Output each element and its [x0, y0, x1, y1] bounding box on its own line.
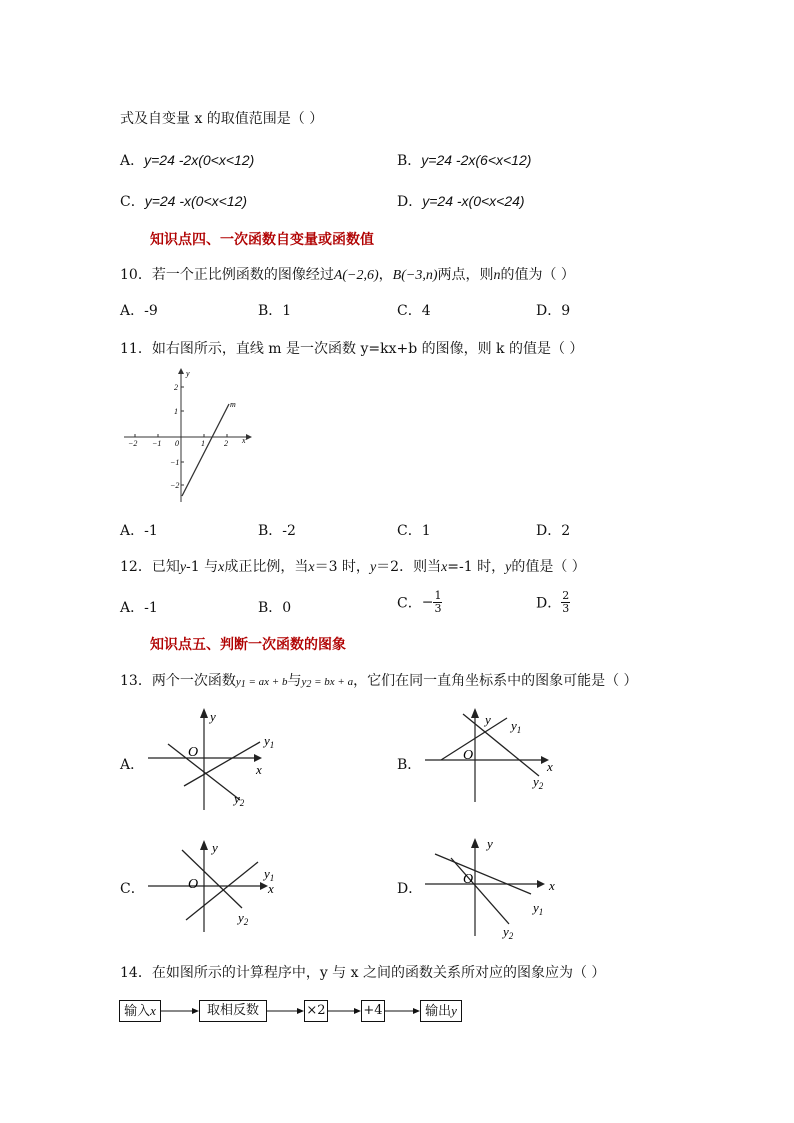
q10-point-b: B(−3,n)	[392, 268, 438, 283]
svg-text:O: O	[463, 872, 474, 887]
svg-text:x: x	[547, 759, 553, 774]
svg-text:y2: $y_2$	[234, 791, 245, 808]
flow-arrow-4	[384, 1005, 422, 1017]
svg-text:O: O	[188, 877, 199, 892]
svg-text:y: y	[212, 840, 218, 855]
q11-option-d[interactable]: D．2	[536, 523, 571, 539]
svg-text:O: O	[463, 748, 474, 763]
q12-fraction-c: $\frac{1}{3}$	[434, 589, 442, 615]
q9-option-d[interactable]: D．y=24 -x(0<x<24)	[397, 193, 525, 210]
q13-b-line-y1	[441, 718, 507, 760]
q11-x-tick-label: 2	[224, 439, 228, 448]
q10-stem: 10．若一个正比例函数的图像经过A(−2,6)，B(−3,n)两点，则n的值为（ ）	[120, 267, 575, 283]
q13-d-line-y2	[451, 858, 509, 924]
q11-option-b[interactable]: B．-2	[258, 523, 296, 539]
q12-option-b[interactable]: B．0	[258, 600, 292, 616]
flow-add-box: +4	[361, 1000, 385, 1022]
q11-y-tick-label: −2	[170, 481, 180, 490]
q14-stem: 14．在如图所示的计算程序中，y 与 x 之间的函数关系所对应的图象应为（ ）	[120, 965, 606, 981]
svg-text:x: x	[549, 878, 555, 893]
q11-line-m	[182, 404, 229, 496]
q10-option-c[interactable]: C．4	[397, 303, 431, 319]
q13-stem: 13．两个一次函数y1 = ax + b与y2 = bx + a，它们在同一直角坐标系中的图象可能是（ ）	[120, 673, 638, 690]
q13-option-a-label[interactable]: A．	[120, 757, 145, 773]
q11-line-label: m	[230, 400, 236, 409]
q12-option-c[interactable]: C．− $\frac{1}{3}$	[397, 589, 442, 615]
q11-x-tick-label: 1	[201, 439, 205, 448]
flow-arrow-1	[160, 1005, 200, 1017]
svg-text:y1: $y_1$	[264, 733, 275, 750]
svg-text:y2: $y_2$	[533, 774, 544, 791]
q11-x-tick-label: 0	[175, 439, 179, 448]
q11-option-c[interactable]: C．1	[397, 523, 431, 539]
flow-arrow-3	[327, 1005, 363, 1017]
q9-option-a[interactable]: A．y=24 -2x(0<x<12)	[120, 152, 255, 169]
svg-text:y2: $y_2$	[503, 924, 514, 941]
q12-option-a[interactable]: A．-1	[120, 600, 158, 616]
svg-text:y: y	[487, 836, 493, 851]
q11-y-tick-label: 2	[174, 383, 178, 392]
q9-option-b[interactable]: B．y=24 -2x(6<x<12)	[397, 152, 532, 169]
q11-graph	[118, 366, 258, 506]
q10-point-a: A(−2,6)	[333, 268, 379, 283]
q10-option-a[interactable]: A．-9	[120, 303, 158, 319]
q11-y-label: y	[186, 369, 190, 378]
q11-x-arrow	[246, 434, 252, 440]
flow-output-box: 输出y	[420, 1000, 462, 1022]
q12-option-d[interactable]: D． $\frac{2}{3}$	[536, 589, 570, 615]
q13-graph-c[interactable]	[146, 836, 286, 936]
q11-y-arrow	[178, 368, 184, 374]
q12-stem: 12．已知y-1 与x成正比例，当x＝3 时，y＝2．则当x=-1 时，y的值是（ ）	[120, 559, 586, 575]
q13-b-line-y2	[463, 714, 539, 776]
q11-stem: 11．如右图所示，直线 m 是一次函数 y=kx+b 的图像，则 k 的值是（ ）	[120, 341, 584, 357]
svg-text:x: x	[268, 881, 274, 896]
svg-text:x: x	[256, 762, 262, 777]
q13-option-c-label[interactable]: C．	[120, 881, 145, 897]
q13-d-line-y1	[435, 854, 531, 894]
svg-text:y: y	[210, 709, 216, 724]
q11-x-tick-label: −2	[128, 439, 138, 448]
flow-input-box: 输入x	[119, 1000, 161, 1022]
q13-function-2: y2 = bx + a	[301, 676, 354, 690]
svg-text:y1: $y_1$	[511, 718, 522, 735]
section-heading-4: 知识点四、一次函数自变量或函数值	[150, 232, 374, 248]
q10-option-d[interactable]: D．9	[536, 303, 571, 319]
q9-option-c[interactable]: C．y=24 -x(0<x<12)	[120, 193, 248, 210]
section-heading-5: 知识点五、判断一次函数的图象	[150, 637, 346, 653]
q13-option-b-label[interactable]: B．	[397, 757, 422, 773]
q11-x-label: x	[242, 436, 246, 445]
flow-negate-box: 取相反数	[199, 1000, 267, 1022]
svg-text:y2: $y_2$	[238, 910, 249, 927]
q11-y-tick-label: −1	[170, 458, 180, 467]
q13-function-1: y1 = ax + b	[235, 676, 288, 690]
flow-arrow-2	[266, 1005, 306, 1017]
q10-option-b[interactable]: B．1	[258, 303, 292, 319]
q13-graph-a[interactable]	[146, 702, 286, 814]
q13-option-d-label[interactable]: D．	[397, 881, 423, 897]
q9-stem: 式及自变量 x 的取值范围是（ ）	[120, 111, 324, 127]
q11-y-tick-label: 1	[174, 407, 178, 416]
q12-fraction-d: $\frac{2}{3}$	[562, 589, 570, 615]
svg-text:y1: $y_1$	[533, 900, 544, 917]
q11-x-tick-label: −1	[152, 439, 162, 448]
q11-option-a[interactable]: A．-1	[120, 523, 158, 539]
svg-text:y1: $y_1$	[264, 866, 275, 883]
flow-multiply-box: ×2	[304, 1000, 328, 1022]
q13-graph-d[interactable]	[423, 832, 573, 944]
q13-graph-b[interactable]	[423, 702, 573, 806]
svg-text:O: O	[188, 745, 199, 760]
svg-text:y: y	[485, 712, 491, 727]
